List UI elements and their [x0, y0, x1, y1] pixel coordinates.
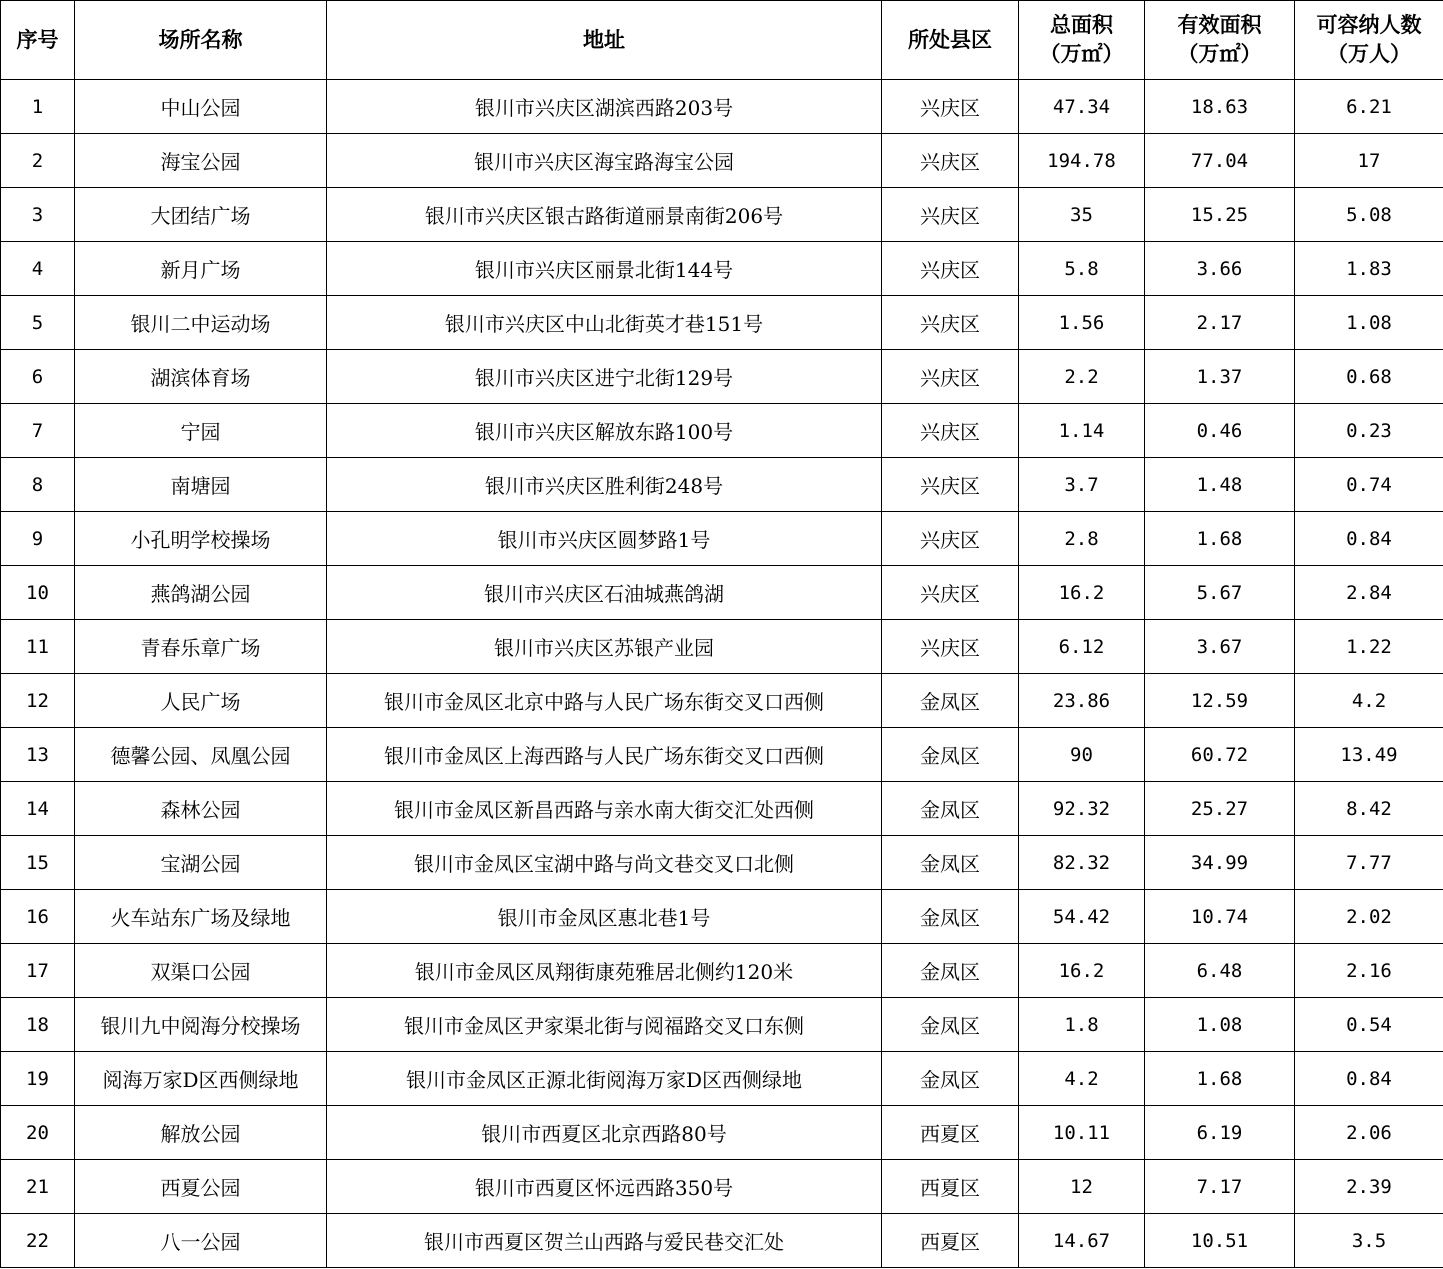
cell-capacity: 3.5	[1295, 1214, 1443, 1268]
cell-venue-name: 中山公园	[75, 80, 327, 134]
table-row	[1, 890, 1443, 944]
cell-effective-area: 0.46	[1145, 404, 1295, 458]
cell-address: 银川市兴庆区湖滨西路203号	[327, 80, 882, 134]
cell-capacity: 1.08	[1295, 296, 1443, 350]
cell-district: 西夏区	[882, 1214, 1019, 1268]
cell-address: 银川市兴庆区胜利街248号	[327, 458, 882, 512]
cell-total-area: 92.32	[1019, 782, 1145, 836]
header-district	[882, 1, 1019, 80]
cell-address: 银川市金凤区新昌西路与亲水南大街交汇处西侧	[327, 782, 882, 836]
table-row	[1, 134, 1443, 188]
cell-venue-name: 德馨公园、凤凰公园	[75, 728, 327, 782]
cell-venue-name: 南塘园	[75, 458, 327, 512]
cell-capacity: 2.84	[1295, 566, 1443, 620]
table-row	[1, 1052, 1443, 1106]
cell-capacity: 2.16	[1295, 944, 1443, 998]
table-row	[1, 782, 1443, 836]
cell-effective-area: 5.67	[1145, 566, 1295, 620]
cell-total-area: 1.56	[1019, 296, 1145, 350]
cell-venue-name: 阅海万家D区西侧绿地	[75, 1052, 327, 1106]
cell-district: 金凤区	[882, 836, 1019, 890]
cell-district: 兴庆区	[882, 188, 1019, 242]
header-label: 总面积	[1050, 13, 1113, 37]
cell-capacity: 17	[1295, 134, 1443, 188]
cell-effective-area: 12.59	[1145, 674, 1295, 728]
cell-district: 兴庆区	[882, 80, 1019, 134]
cell-total-area: 12	[1019, 1160, 1145, 1214]
cell-address: 银川市金凤区宝湖中路与尚文巷交叉口北侧	[327, 836, 882, 890]
cell-venue-name: 森林公园	[75, 782, 327, 836]
cell-address: 银川市兴庆区石油城燕鸽湖	[327, 566, 882, 620]
table-row	[1, 512, 1443, 566]
header-label: 序号	[16, 27, 59, 52]
cell-capacity: 6.21	[1295, 80, 1443, 134]
cell-address: 银川市西夏区北京西路80号	[327, 1106, 882, 1160]
cell-total-area: 5.8	[1019, 242, 1145, 296]
cell-capacity: 0.23	[1295, 404, 1443, 458]
cell-district: 西夏区	[882, 1106, 1019, 1160]
cell-total-area: 3.7	[1019, 458, 1145, 512]
cell-district: 金凤区	[882, 890, 1019, 944]
table-row	[1, 1106, 1443, 1160]
cell-capacity: 7.77	[1295, 836, 1443, 890]
cell-capacity: 2.06	[1295, 1106, 1443, 1160]
header-row	[1, 1, 1443, 80]
header-effective-area	[1145, 1, 1295, 80]
table-row	[1, 566, 1443, 620]
table-row	[1, 1214, 1443, 1268]
cell-venue-name: 火车站东广场及绿地	[75, 890, 327, 944]
cell-capacity: 5.08	[1295, 188, 1443, 242]
cell-index: 14	[1, 782, 75, 836]
cell-address: 银川市兴庆区苏银产业园	[327, 620, 882, 674]
header-label: 地址	[583, 27, 625, 52]
cell-address: 银川市兴庆区进宁北街129号	[327, 350, 882, 404]
cell-index: 16	[1, 890, 75, 944]
cell-district: 兴庆区	[882, 404, 1019, 458]
table-row	[1, 674, 1443, 728]
cell-total-area: 1.8	[1019, 998, 1145, 1052]
cell-effective-area: 1.68	[1145, 512, 1295, 566]
header-total-area	[1019, 1, 1145, 80]
cell-effective-area: 77.04	[1145, 134, 1295, 188]
cell-total-area: 194.78	[1019, 134, 1145, 188]
cell-total-area: 35	[1019, 188, 1145, 242]
cell-address: 银川市兴庆区解放东路100号	[327, 404, 882, 458]
cell-venue-name: 八一公园	[75, 1214, 327, 1268]
cell-address: 银川市兴庆区海宝路海宝公园	[327, 134, 882, 188]
cell-effective-area: 2.17	[1145, 296, 1295, 350]
cell-effective-area: 7.17	[1145, 1160, 1295, 1214]
cell-capacity: 0.84	[1295, 1052, 1443, 1106]
table-row	[1, 944, 1443, 998]
cell-venue-name: 青春乐章广场	[75, 620, 327, 674]
header-index	[1, 1, 75, 80]
cell-effective-area: 18.63	[1145, 80, 1295, 134]
cell-index: 20	[1, 1106, 75, 1160]
cell-district: 兴庆区	[882, 350, 1019, 404]
cell-address: 银川市兴庆区圆梦路1号	[327, 512, 882, 566]
cell-effective-area: 25.27	[1145, 782, 1295, 836]
cell-district: 兴庆区	[882, 566, 1019, 620]
cell-effective-area: 6.48	[1145, 944, 1295, 998]
table-row	[1, 350, 1443, 404]
cell-total-area: 4.2	[1019, 1052, 1145, 1106]
header-label: 所处县区	[908, 27, 992, 52]
cell-address: 银川市兴庆区中山北街英才巷151号	[327, 296, 882, 350]
cell-district: 兴庆区	[882, 134, 1019, 188]
table-row	[1, 836, 1443, 890]
cell-capacity: 13.49	[1295, 728, 1443, 782]
cell-address: 银川市金凤区尹家渠北街与阅福路交叉口东侧	[327, 998, 882, 1052]
cell-venue-name: 新月广场	[75, 242, 327, 296]
cell-index: 7	[1, 404, 75, 458]
header-address	[327, 1, 882, 80]
cell-index: 17	[1, 944, 75, 998]
cell-index: 12	[1, 674, 75, 728]
header-unit: （万㎡）	[1177, 42, 1262, 66]
cell-effective-area: 15.25	[1145, 188, 1295, 242]
cell-district: 兴庆区	[882, 242, 1019, 296]
cell-effective-area: 1.68	[1145, 1052, 1295, 1106]
cell-effective-area: 60.72	[1145, 728, 1295, 782]
cell-venue-name: 燕鸽湖公园	[75, 566, 327, 620]
cell-capacity: 2.02	[1295, 890, 1443, 944]
cell-index: 22	[1, 1214, 75, 1268]
cell-effective-area: 1.37	[1145, 350, 1295, 404]
cell-index: 13	[1, 728, 75, 782]
cell-effective-area: 1.08	[1145, 998, 1295, 1052]
cell-total-area: 14.67	[1019, 1214, 1145, 1268]
cell-total-area: 2.8	[1019, 512, 1145, 566]
header-venue-name	[75, 1, 327, 80]
cell-address: 银川市兴庆区丽景北街144号	[327, 242, 882, 296]
cell-capacity: 1.83	[1295, 242, 1443, 296]
cell-index: 1	[1, 80, 75, 134]
cell-venue-name: 双渠口公园	[75, 944, 327, 998]
cell-district: 兴庆区	[882, 512, 1019, 566]
cell-capacity: 1.22	[1295, 620, 1443, 674]
cell-address: 银川市金凤区惠北巷1号	[327, 890, 882, 944]
cell-district: 兴庆区	[882, 620, 1019, 674]
cell-index: 9	[1, 512, 75, 566]
cell-venue-name: 宁园	[75, 404, 327, 458]
table-row	[1, 458, 1443, 512]
header-capacity	[1295, 1, 1443, 80]
cell-total-area: 90	[1019, 728, 1145, 782]
cell-district: 兴庆区	[882, 458, 1019, 512]
cell-address: 银川市西夏区贺兰山西路与爱民巷交汇处	[327, 1214, 882, 1268]
cell-capacity: 4.2	[1295, 674, 1443, 728]
cell-total-area: 16.2	[1019, 566, 1145, 620]
cell-total-area: 10.11	[1019, 1106, 1145, 1160]
cell-index: 3	[1, 188, 75, 242]
table-row	[1, 404, 1443, 458]
cell-venue-name: 解放公园	[75, 1106, 327, 1160]
cell-total-area: 47.34	[1019, 80, 1145, 134]
cell-effective-area: 3.67	[1145, 620, 1295, 674]
table-row	[1, 1160, 1443, 1214]
cell-effective-area: 1.48	[1145, 458, 1295, 512]
cell-address: 银川市金凤区正源北街阅海万家D区西侧绿地	[327, 1052, 882, 1106]
cell-index: 15	[1, 836, 75, 890]
table-row	[1, 998, 1443, 1052]
cell-index: 11	[1, 620, 75, 674]
cell-total-area: 23.86	[1019, 674, 1145, 728]
cell-effective-area: 6.19	[1145, 1106, 1295, 1160]
cell-venue-name: 大团结广场	[75, 188, 327, 242]
cell-effective-area: 10.74	[1145, 890, 1295, 944]
cell-address: 银川市金凤区凤翔街康苑雅居北侧约120米	[327, 944, 882, 998]
header-label: 场所名称	[158, 27, 243, 52]
cell-total-area: 54.42	[1019, 890, 1145, 944]
header-label: 有效面积	[1177, 13, 1262, 37]
cell-venue-name: 小孔明学校操场	[75, 512, 327, 566]
cell-district: 金凤区	[882, 674, 1019, 728]
cell-index: 10	[1, 566, 75, 620]
table-body	[1, 80, 1443, 1268]
cell-total-area: 1.14	[1019, 404, 1145, 458]
table-row	[1, 296, 1443, 350]
cell-venue-name: 海宝公园	[75, 134, 327, 188]
cell-capacity: 2.39	[1295, 1160, 1443, 1214]
cell-address: 银川市金凤区北京中路与人民广场东街交叉口西侧	[327, 674, 882, 728]
cell-index: 19	[1, 1052, 75, 1106]
cell-district: 金凤区	[882, 728, 1019, 782]
cell-index: 18	[1, 998, 75, 1052]
cell-total-area: 82.32	[1019, 836, 1145, 890]
cell-index: 2	[1, 134, 75, 188]
cell-district: 金凤区	[882, 944, 1019, 998]
cell-effective-area: 34.99	[1145, 836, 1295, 890]
cell-capacity: 8.42	[1295, 782, 1443, 836]
cell-effective-area: 3.66	[1145, 242, 1295, 296]
cell-index: 8	[1, 458, 75, 512]
cell-address: 银川市兴庆区银古路街道丽景南街206号	[327, 188, 882, 242]
header-unit: （万人）	[1327, 42, 1411, 66]
cell-venue-name: 人民广场	[75, 674, 327, 728]
cell-district: 金凤区	[882, 998, 1019, 1052]
cell-address: 银川市西夏区怀远西路350号	[327, 1160, 882, 1214]
cell-venue-name: 宝湖公园	[75, 836, 327, 890]
cell-district: 西夏区	[882, 1160, 1019, 1214]
cell-capacity: 0.68	[1295, 350, 1443, 404]
cell-total-area: 6.12	[1019, 620, 1145, 674]
cell-effective-area: 10.51	[1145, 1214, 1295, 1268]
cell-capacity: 0.74	[1295, 458, 1443, 512]
cell-index: 4	[1, 242, 75, 296]
cell-total-area: 2.2	[1019, 350, 1145, 404]
cell-index: 21	[1, 1160, 75, 1214]
cell-venue-name: 银川二中运动场	[75, 296, 327, 350]
cell-venue-name: 湖滨体育场	[75, 350, 327, 404]
table-row	[1, 620, 1443, 674]
table-row	[1, 80, 1443, 134]
table-row	[1, 728, 1443, 782]
header-label: 可容纳人数	[1316, 13, 1422, 37]
cell-index: 6	[1, 350, 75, 404]
cell-venue-name: 银川九中阅海分校操场	[75, 998, 327, 1052]
cell-capacity: 0.84	[1295, 512, 1443, 566]
cell-total-area: 16.2	[1019, 944, 1145, 998]
cell-index: 5	[1, 296, 75, 350]
cell-district: 金凤区	[882, 782, 1019, 836]
cell-venue-name: 西夏公园	[75, 1160, 327, 1214]
cell-district: 金凤区	[882, 1052, 1019, 1106]
cell-address: 银川市金凤区上海西路与人民广场东街交叉口西侧	[327, 728, 882, 782]
table-row	[1, 242, 1443, 296]
table-row	[1, 188, 1443, 242]
header-unit: （万㎡）	[1039, 42, 1124, 66]
cell-district: 兴庆区	[882, 296, 1019, 350]
cell-capacity: 0.54	[1295, 998, 1443, 1052]
